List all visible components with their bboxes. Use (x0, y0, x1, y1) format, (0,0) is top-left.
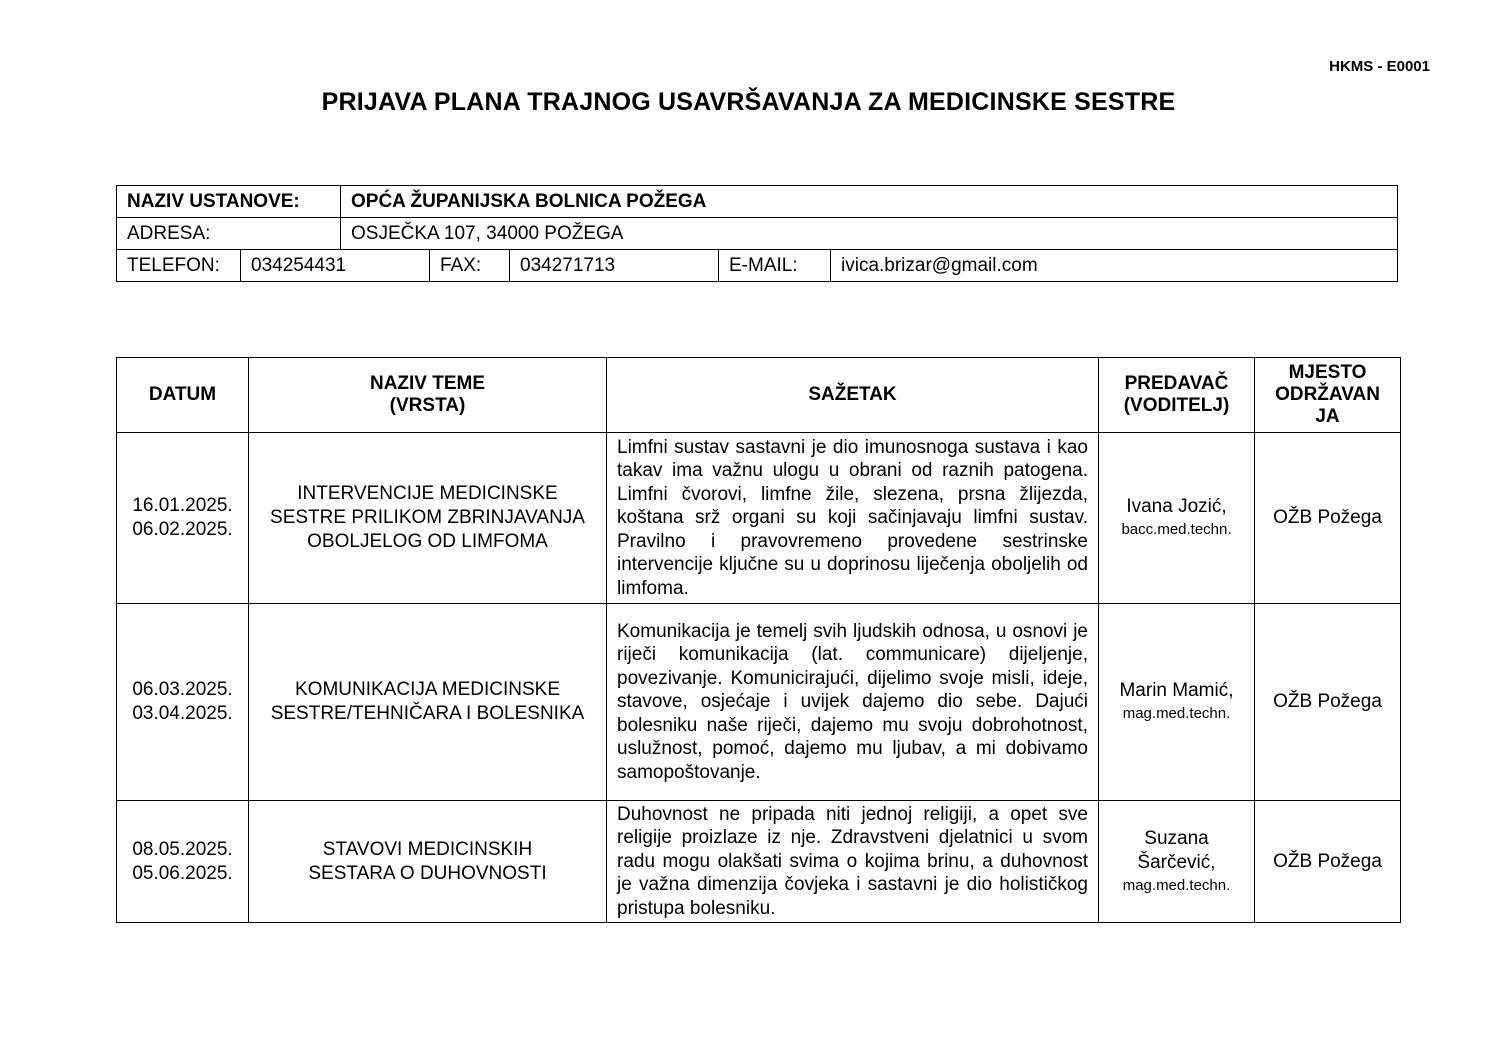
row-lecturer (1099, 433, 1255, 604)
row-dates (117, 801, 249, 923)
row-summary: Komunikacija je temelj svih ljudskih odnosa, u osnovi je riječi komunikacija (lat. communicare) dijeljenje, povezivanje. Komunicirajući, dijelimo svoje misli, ideje, stavove, osjećaje i uvijek dajemo dio sebe. Dajući bolesniku naše riječi, dajemo mu svoju dobrohotnost, uslužnost, pomoć, dajemo mu ljubav, a mi dobivamo samopoštovanje. (607, 604, 1099, 801)
row-lecturer (1099, 801, 1255, 923)
row-topic: STAVOVI MEDICINSKIH SESTARA O DUHOVNOSTI (249, 801, 607, 923)
header-lecturer-line1: PREDAVAČ (1124, 373, 1229, 394)
header-place-line1: MJESTO (1288, 362, 1367, 383)
institution-name-label: NAZIV USTANOVE: (117, 186, 341, 218)
row-dates (117, 604, 249, 801)
row-lecturer-title: bacc.med.techn. (1121, 521, 1232, 538)
table-row (117, 604, 1401, 801)
row-date-1: 06.03.2025. (132, 679, 233, 700)
row-date-1: 16.01.2025. (132, 495, 233, 516)
institution-name-value: OPĆA ŽUPANIJSKA BOLNICA POŽEGA (341, 186, 1398, 218)
plan-table (116, 357, 1401, 923)
header-topic-line1: NAZIV TEME (369, 373, 486, 394)
row-summary: Duhovnost ne pripada niti jednoj religiji, a opet sve religije proizlaze iz nje. Zdravstveni djelatnici u svom radu mogu olakšati svima o kojima brinu, a duhovnost je važna dimenzija čovjeka i sastavni je dio holističkog pristupa bolesniku. (607, 801, 1099, 923)
institution-table (116, 185, 1398, 282)
email-value: ivica.brizar@gmail.com (841, 254, 1038, 276)
header-topic-line2: (VRSTA) (389, 395, 466, 416)
table-row (117, 433, 1401, 604)
row-dates (117, 433, 249, 604)
form-code: HKMS - E0001 (1329, 58, 1430, 75)
header-date: DATUM (117, 358, 249, 433)
institution-address-label: ADRESA: (117, 218, 341, 250)
row-place: OŽB Požega (1255, 433, 1401, 604)
row-date-2: 05.06.2025. (132, 862, 233, 884)
header-place (1255, 358, 1401, 433)
row-topic: KOMUNIKACIJA MEDICINSKE SESTRE/TEHNIČARA I BOLESNIKA (249, 604, 607, 801)
row-lecturer-name: Suzana Šarčević, (1137, 827, 1216, 873)
row-topic: INTERVENCIJE MEDICINSKE SESTRE PRILIKOM ZBRINJAVANJA OBOLJELOG OD LIMFOMA (249, 433, 607, 604)
plan-header-row (117, 358, 1401, 433)
row-summary: Limfni sustav sastavni je dio imunosnoga sustava i kao takav ima važnu ulogu u obrani od raznih patogena. Limfni čvorovi, limfne žile, slezena, prsna žlijezda, koštana srž organi su koji sačinjavaju limfni sustav. Pravilno i pravovremeno provedene sestrinske intervencije ključne su u doprinosu liječenja oboljelih od limfoma. (607, 433, 1099, 604)
institution-contact-row (117, 250, 1398, 282)
fax-label: FAX: (430, 250, 510, 281)
header-lecturer-line2: (VODITELJ) (1123, 395, 1230, 416)
phone-value: 034254431 (241, 250, 430, 281)
header-place-line2: ODRŽAVAN (1275, 384, 1380, 405)
institution-name-row (117, 186, 1398, 218)
document-title: PRIJAVA PLANA TRAJNOG USAVRŠAVANJA ZA MEDICINSKE SESTRE (321, 88, 1176, 116)
row-date-1: 08.05.2025. (132, 838, 233, 860)
header-place-line3: JA (1315, 406, 1340, 427)
fax-value: 034271713 (510, 250, 719, 281)
table-row (117, 801, 1401, 923)
row-date-2: 03.04.2025. (132, 703, 233, 724)
row-place: OŽB Požega (1255, 801, 1401, 923)
header-summary: SAŽETAK (607, 358, 1099, 433)
row-lecturer-name: Marin Mamić, (1119, 680, 1234, 701)
institution-address-value: OSJEČKA 107, 34000 POŽEGA (341, 218, 1398, 250)
row-lecturer (1099, 604, 1255, 801)
row-lecturer-title: mag.med.techn. (1122, 705, 1231, 722)
row-lecturer-name: Ivana Jozić, (1126, 496, 1227, 517)
header-lecturer (1099, 358, 1255, 433)
row-date-2: 06.02.2025. (132, 519, 233, 540)
phone-label: TELEFON: (117, 250, 241, 281)
institution-address-row (117, 218, 1398, 250)
row-place: OŽB Požega (1255, 604, 1401, 801)
email-label: E-MAIL: (719, 250, 831, 281)
header-topic (249, 358, 607, 433)
row-lecturer-title: mag.med.techn. (1122, 876, 1231, 894)
